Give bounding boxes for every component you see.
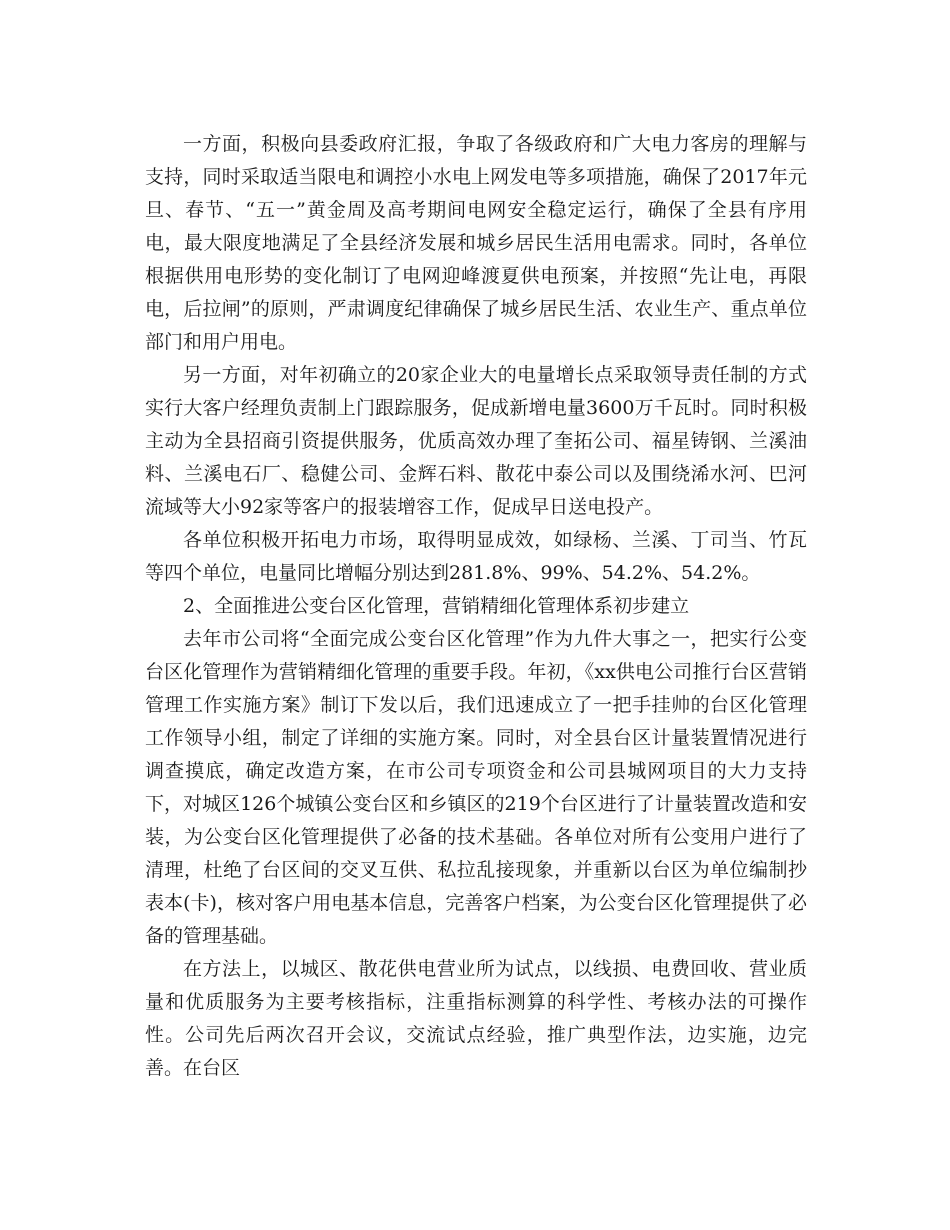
paragraph: 另一方面，对年初确立的20家企业大的电量增长点采取领导责任制的方式实行大客户经理负责制上门跟踪服务，促成新增电量3600万千瓦时。同时积极主动为全县招商引资提供服务，优质高效办理了奎拓公司、福星铸钢、兰溪油料、兰溪电石厂、稳健公司、金辉石料、散花中泰公司以及围绕浠水河、巴河流域等大小92家等客户的报装增容工作，促成早日送电投产。 xyxy=(145,364,807,518)
section-heading: 2、全面推进公变台区化管理，营销精细化管理体系初步建立 xyxy=(183,595,690,617)
document-body xyxy=(145,128,807,1085)
paragraph: 各单位积极开拓电力市场，取得明显成效，如绿杨、兰溪、丁司当、竹瓦等四个单位，电量同比增幅分别达到281.8%、99%、54.2%、54.2%。 xyxy=(145,529,807,584)
paragraph: 一方面，积极向县委政府汇报，争取了各级政府和广大电力客房的理解与支持，同时采取适当限电和调控小水电上网发电等多项措施，确保了2017年元旦、春节、“五一”黄金周及高考期间电网安全稳定运行，确保了全县有序用电，最大限度地满足了全县经济发展和城乡居民生活用电需求。同时，各单位根据供用电形势的变化制订了电网迎峰渡夏供电预案，并按照“先让电，再限电，后拉闸”的原则，严肃调度纪律确保了城乡居民生活、农业生产、重点单位部门和用户用电。 xyxy=(145,133,807,353)
paragraph: 在方法上，以城区、散花供电营业所为试点，以线损、电费回收、营业质量和优质服务为主要考核指标，注重指标测算的科学性、考核办法的可操作性。公司先后两次召开会议，交流试点经验，推广典型作法，边实施，边完善。在台区 xyxy=(145,958,807,1079)
paragraph: 去年市公司将“全面完成公变台区化管理”作为九件大事之一，把实行公变台区化管理作为营销精细化管理的重要手段。年初，《xx供电公司推行台区营销管理工作实施方案》制订下发以后，我们迅速成立了一把手挂帅的台区化管理工作领导小组，制定了详细的实施方案。同时，对全县台区计量装置情况进行调查摸底，确定改造方案，在市公司专项资金和公司县城网项目的大力支持下，对城区126个城镇公变台区和乡镇区的219个台区进行了计量装置改造和安装，为公变台区化管理提供了必备的技术基础。各单位对所有公变用户进行了清理，杜绝了台区间的交叉互供、私拉乱接现象，并重新以台区为单位编制抄表本(卡)，核对客户用电基本信息，完善客户档案，为公变台区化管理提供了必备的管理基础。 xyxy=(145,628,807,947)
